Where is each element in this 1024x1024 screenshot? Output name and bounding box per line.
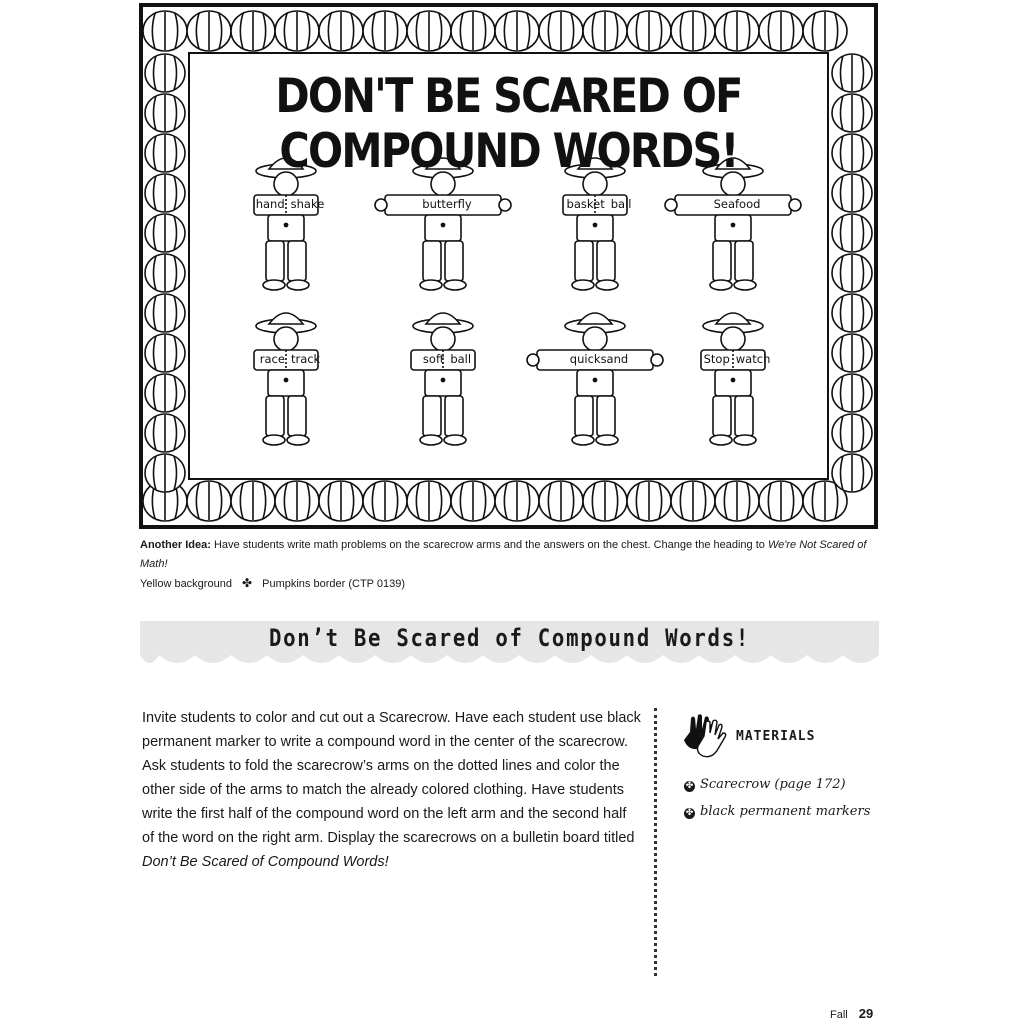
pumpkin-icon [145,454,185,492]
materials-list [684,775,870,829]
hands-icon [680,712,732,762]
pumpkin-icon [231,11,275,51]
scarecrow-word: butterfly [422,197,472,211]
scarecrow-right-word: watch [735,352,771,366]
pumpkin-icon [832,134,872,172]
pumpkin-icon [583,11,627,51]
pumpkin-icon [145,254,185,292]
section-title: Don’t Be Scared of Compound Words! [269,624,750,652]
scarecrow-word [230,197,350,211]
pumpkin-icon [832,54,872,92]
instructions-text: Invite students to color and cut out a Scarecrow. Have each student use black permanent marker to write a compound word in the center of the scarecrow. Ask students to fold the scarecrow’s arms on the dotted lines and color the other side of the arms to match the already colored clothing. Have students write the first half of the compound word on the left arm and the second half of the word on the right arm. Display the scarecrows on a bulletin board titled [142,710,641,846]
pumpkin-icon [832,414,872,452]
scarecrow-word: quicksand [569,352,629,366]
pumpkin-icon [495,11,539,51]
scarecrow-left-word: basket [566,197,605,211]
scarecrow-left-word: Stop [703,352,730,366]
pumpkin-icon [145,214,185,252]
scarecrow-right-word: shake [290,197,325,211]
bulletin-board-illustration [139,3,878,529]
scarecrow-left-word: race [259,352,285,366]
bullet-icon: ✤ [685,808,694,818]
border-note: Pumpkins border (CTP 0139) [262,578,405,590]
pumpkin-icon [539,481,583,521]
instructions-title-ref: Don’t Be Scared of Compound Words! [142,854,389,870]
pumpkin-icon [143,11,187,51]
pumpkin-icon [319,11,363,51]
pumpkin-icon [275,11,319,51]
pumpkin-icon [759,481,803,521]
pumpkin-icon [451,481,495,521]
pumpkin-icon [363,11,407,51]
clover-icon: ✤ [242,576,253,590]
another-idea-label: Another Idea: [140,539,211,551]
pumpkin-icon [407,481,451,521]
board-title: DON'T BE SCARED OF COMPOUND WORDS! [275,69,742,179]
pumpkin-icon [539,11,583,51]
scarecrow-left-word: soft [422,352,445,366]
page-footer [830,1006,873,1021]
instructions-paragraph [142,706,642,874]
section-header-banner [140,621,879,669]
scarecrow-right-word: ball [450,352,472,366]
pumpkin-icon [363,481,407,521]
pumpkin-icon [832,174,872,212]
pumpkin-icon [671,11,715,51]
scarecrow-word [387,352,507,366]
pumpkin-icon [145,334,185,372]
list-item: ✤ Scarecrow (page 172) [685,777,846,792]
another-idea-text: Have students write math problems on the scarecrow arms and the answers on the chest. Change the heading to [213,539,765,551]
pumpkin-icon [231,481,275,521]
pumpkin-icon [627,481,671,521]
pumpkin-icon [407,11,451,51]
scarecrow-word [230,352,350,366]
bullet-icon: ✤ [685,781,694,791]
pumpkin-icon [759,11,803,51]
pumpkin-icon [319,481,363,521]
page-number: 29 [858,1006,874,1021]
scarecrow-word: Seafood [713,197,761,211]
pumpkin-icon [187,481,231,521]
scarecrow-word [677,352,797,366]
pumpkin-icon [145,134,185,172]
pumpkin-icon [145,94,185,132]
pumpkin-icon [832,454,872,492]
background-note: Yellow background [140,578,232,590]
pumpkin-icon [832,374,872,412]
pumpkin-icon [187,11,231,51]
pumpkin-icon [145,374,185,412]
footer-section: Fall [830,1009,848,1021]
pumpkin-icon [145,294,185,332]
pumpkin-icon [832,94,872,132]
materials-heading: MATERIALS [736,729,816,744]
scarecrow-right-word: ball [610,197,632,211]
another-idea-heading: We're Not Scared of Math! [140,539,867,570]
pumpkin-icon [583,481,627,521]
pumpkin-icon [145,414,185,452]
list-item: ✤ black permanent markers [685,804,871,819]
pumpkin-icon [832,294,872,332]
scarecrow-word [539,197,659,211]
pumpkin-icon [715,481,759,521]
another-idea-caption [140,536,880,594]
scarecrow-right-word: track [290,352,321,366]
pumpkin-icon [495,481,539,521]
pumpkin-icon [275,481,319,521]
pumpkin-icon [832,254,872,292]
pumpkin-icon [451,11,495,51]
pumpkin-icon [832,334,872,372]
pumpkin-icon [803,11,847,51]
dotted-divider [654,708,657,976]
pumpkin-icon [145,174,185,212]
scarecrow-left-word: hand [255,197,285,211]
pumpkin-icon [627,11,671,51]
pumpkin-icon [671,481,715,521]
pumpkin-icon [832,214,872,252]
pumpkin-icon [145,54,185,92]
pumpkin-icon [715,11,759,51]
